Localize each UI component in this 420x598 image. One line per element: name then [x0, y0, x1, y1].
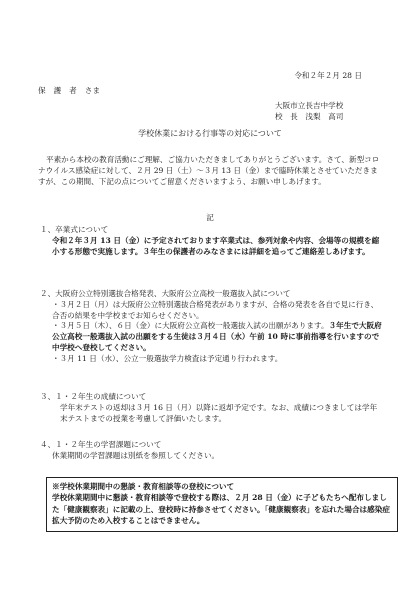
intro-paragraph: 平素から本校の教育活動にご理解、ご協力いただきましてありがとうございます。さて、新型コロナウイルス感染症に対して、２月 29 日（土）～３月 13 日（金）まで臨時休業とさせていただきますが、この期間、下記の点についてご留意くださいますよう、お願い申しあげます。 — [38, 155, 380, 186]
notice-heading: ※学校休業期間中の懇談・教育相談等の登校について — [52, 482, 235, 491]
item-text: ・３月５日（木）、６日（金）に大阪府公立高校一般選抜入試の出願があります。 — [52, 321, 329, 331]
section-heading: １、卒業式について — [40, 225, 109, 234]
section-heading: ２、大阪府公立特別選抜合格発表、大阪府公立高校一般選抜入試について — [40, 289, 291, 298]
notice-body: 学校休業期間中に懇談・教育相談等で登校する際は、２月 28 日（金）に子どもたちへ配布しました「健康観察表」に記載の上、登校時に持参させてください。「健康観察表」を忘れた場合は感染症拡大予防のため入校することはできません。 — [52, 493, 390, 526]
item-text-bold: ３年生で大阪府公立高校一般選抜入試の出願をする生徒は３月４日（水）午前 10 時に事前指導を行いますので中学校へ登校してください。 — [52, 321, 382, 352]
section-assignments — [38, 440, 383, 462]
section-body: 令和２年３月 13 日（金）に予定されております卒業式は、参列対象や内容、会場等の規模を縮小する形態で実施します。３年生の保護者のみなさまには詳細を追ってご連絡差しあげます。 — [52, 235, 380, 256]
ki-heading: 記 — [206, 213, 214, 222]
list-item: ・３月 11 日（水）、公立一般選抜学力検査は予定通り行われます。 — [52, 353, 283, 363]
notice-box — [46, 477, 398, 532]
section-entrance-exams — [38, 289, 383, 364]
sender-principal: 校 長 浅梨 高司 — [275, 112, 344, 122]
list-item: ・３月２日（月）は大阪府公立特別選抜合格発表がありますが、合格の発表を各自で見に行き、合否の結果を中学校までお知らせください。 — [52, 299, 379, 320]
section-grades — [38, 392, 383, 424]
sender-school: 大阪市立長吉中学校 — [275, 101, 344, 110]
section-heading: ４、１・２年生の学習課題について — [40, 440, 162, 449]
section-body: 学年末テストの返却は３月 16 日（月）以降に返却予定です。なお、成績につきましては学年末テストまでの授業を考慮して評価いたします。 — [60, 402, 378, 423]
list-item — [52, 321, 383, 353]
document-title: 学校休業における行事等の対応について — [138, 129, 282, 138]
section-graduation — [38, 225, 383, 257]
recipient: 保 護 者 さま — [38, 86, 101, 95]
sender-block — [275, 100, 343, 123]
section-heading: ３、１・２年生の成績について — [40, 392, 147, 401]
issue-date: 令和２年２月 28 日 — [294, 71, 362, 80]
section-body: 休業期間の学習課題は別紙を参照してください。 — [52, 450, 220, 460]
